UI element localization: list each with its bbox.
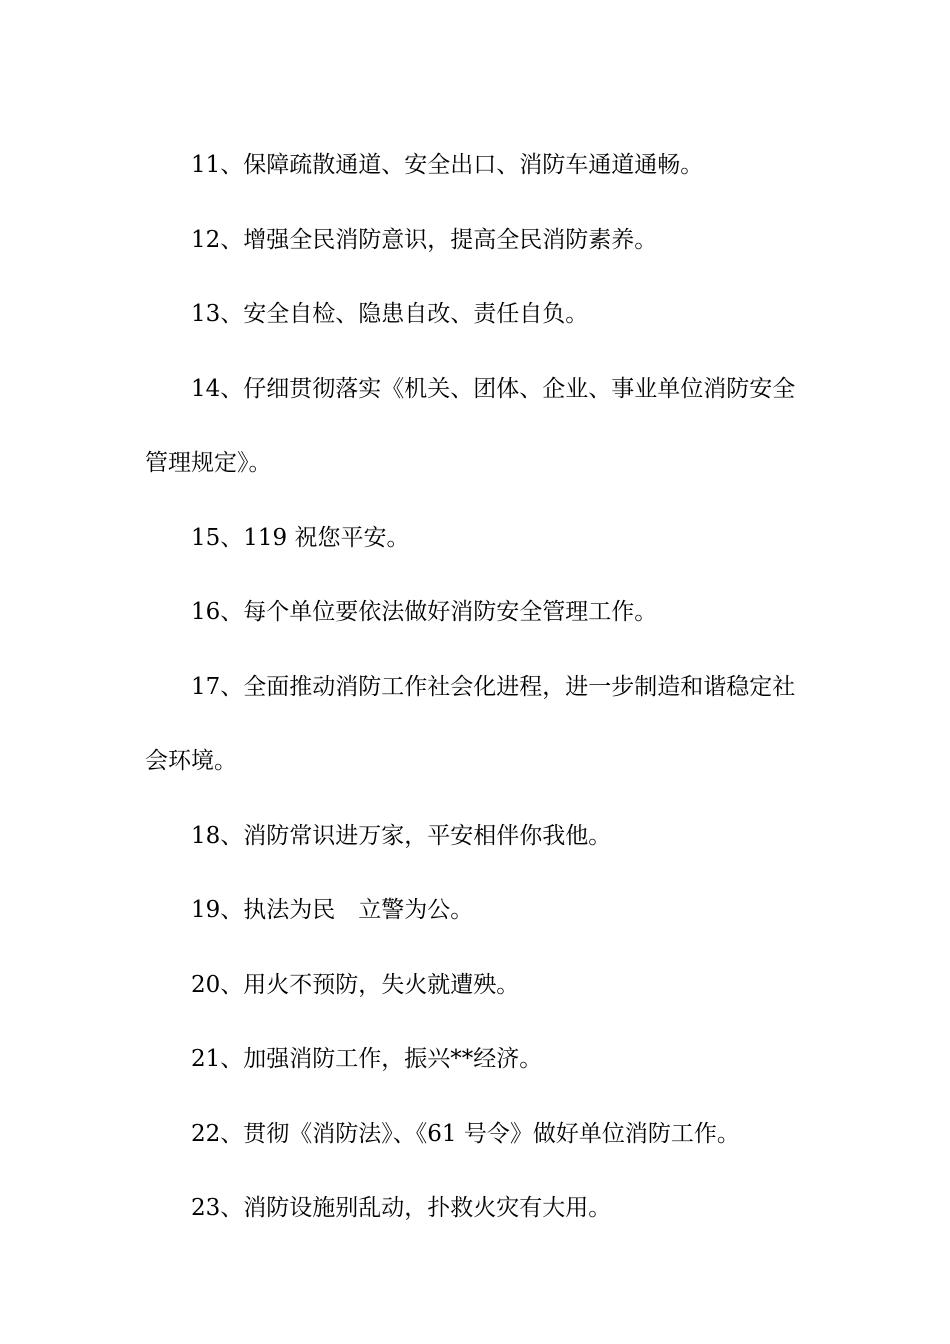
slogan-list: [145, 128, 805, 1246]
slogan-item-23: 23、消防设施别乱动，扑救火灾有大用。: [191, 1195, 612, 1221]
slogan-item-19: 19、执法为民 立警为公。: [191, 897, 474, 923]
slogan-item-20: 20、用火不预防，失火就遭殃。: [191, 971, 520, 998]
slogan-item-11: 11、保障疏散通道、安全出口、消防车通道通畅。: [191, 152, 704, 178]
slogan-item-15: 15、119 祝您平安。: [191, 524, 410, 551]
slogan-item-22: 22、贯彻《消防法》、《61 号令》做好单位消防工作。: [191, 1120, 740, 1147]
slogan-item-21: 21、加强消防工作，振兴**经济。: [191, 1046, 543, 1072]
slogan-item-13: 13、安全自检、隐患自改、责任自负。: [191, 301, 589, 327]
slogan-item-16: 16、每个单位要依法做好消防安全管理工作。: [191, 599, 658, 625]
slogan-item-18: 18、消防常识进万家，平安相伴你我他。: [191, 822, 612, 849]
slogan-item-17: 17、全面推动消防工作社会化进程，进一步制造和谐稳定社会环境。: [145, 673, 796, 774]
slogan-item-14: 14、仔细贯彻落实《机关、团体、企业、事业单位消防安全管理规定》。: [145, 375, 796, 476]
slogan-item-12: 12、增强全民消防意识，提高全民消防素养。: [191, 226, 658, 253]
